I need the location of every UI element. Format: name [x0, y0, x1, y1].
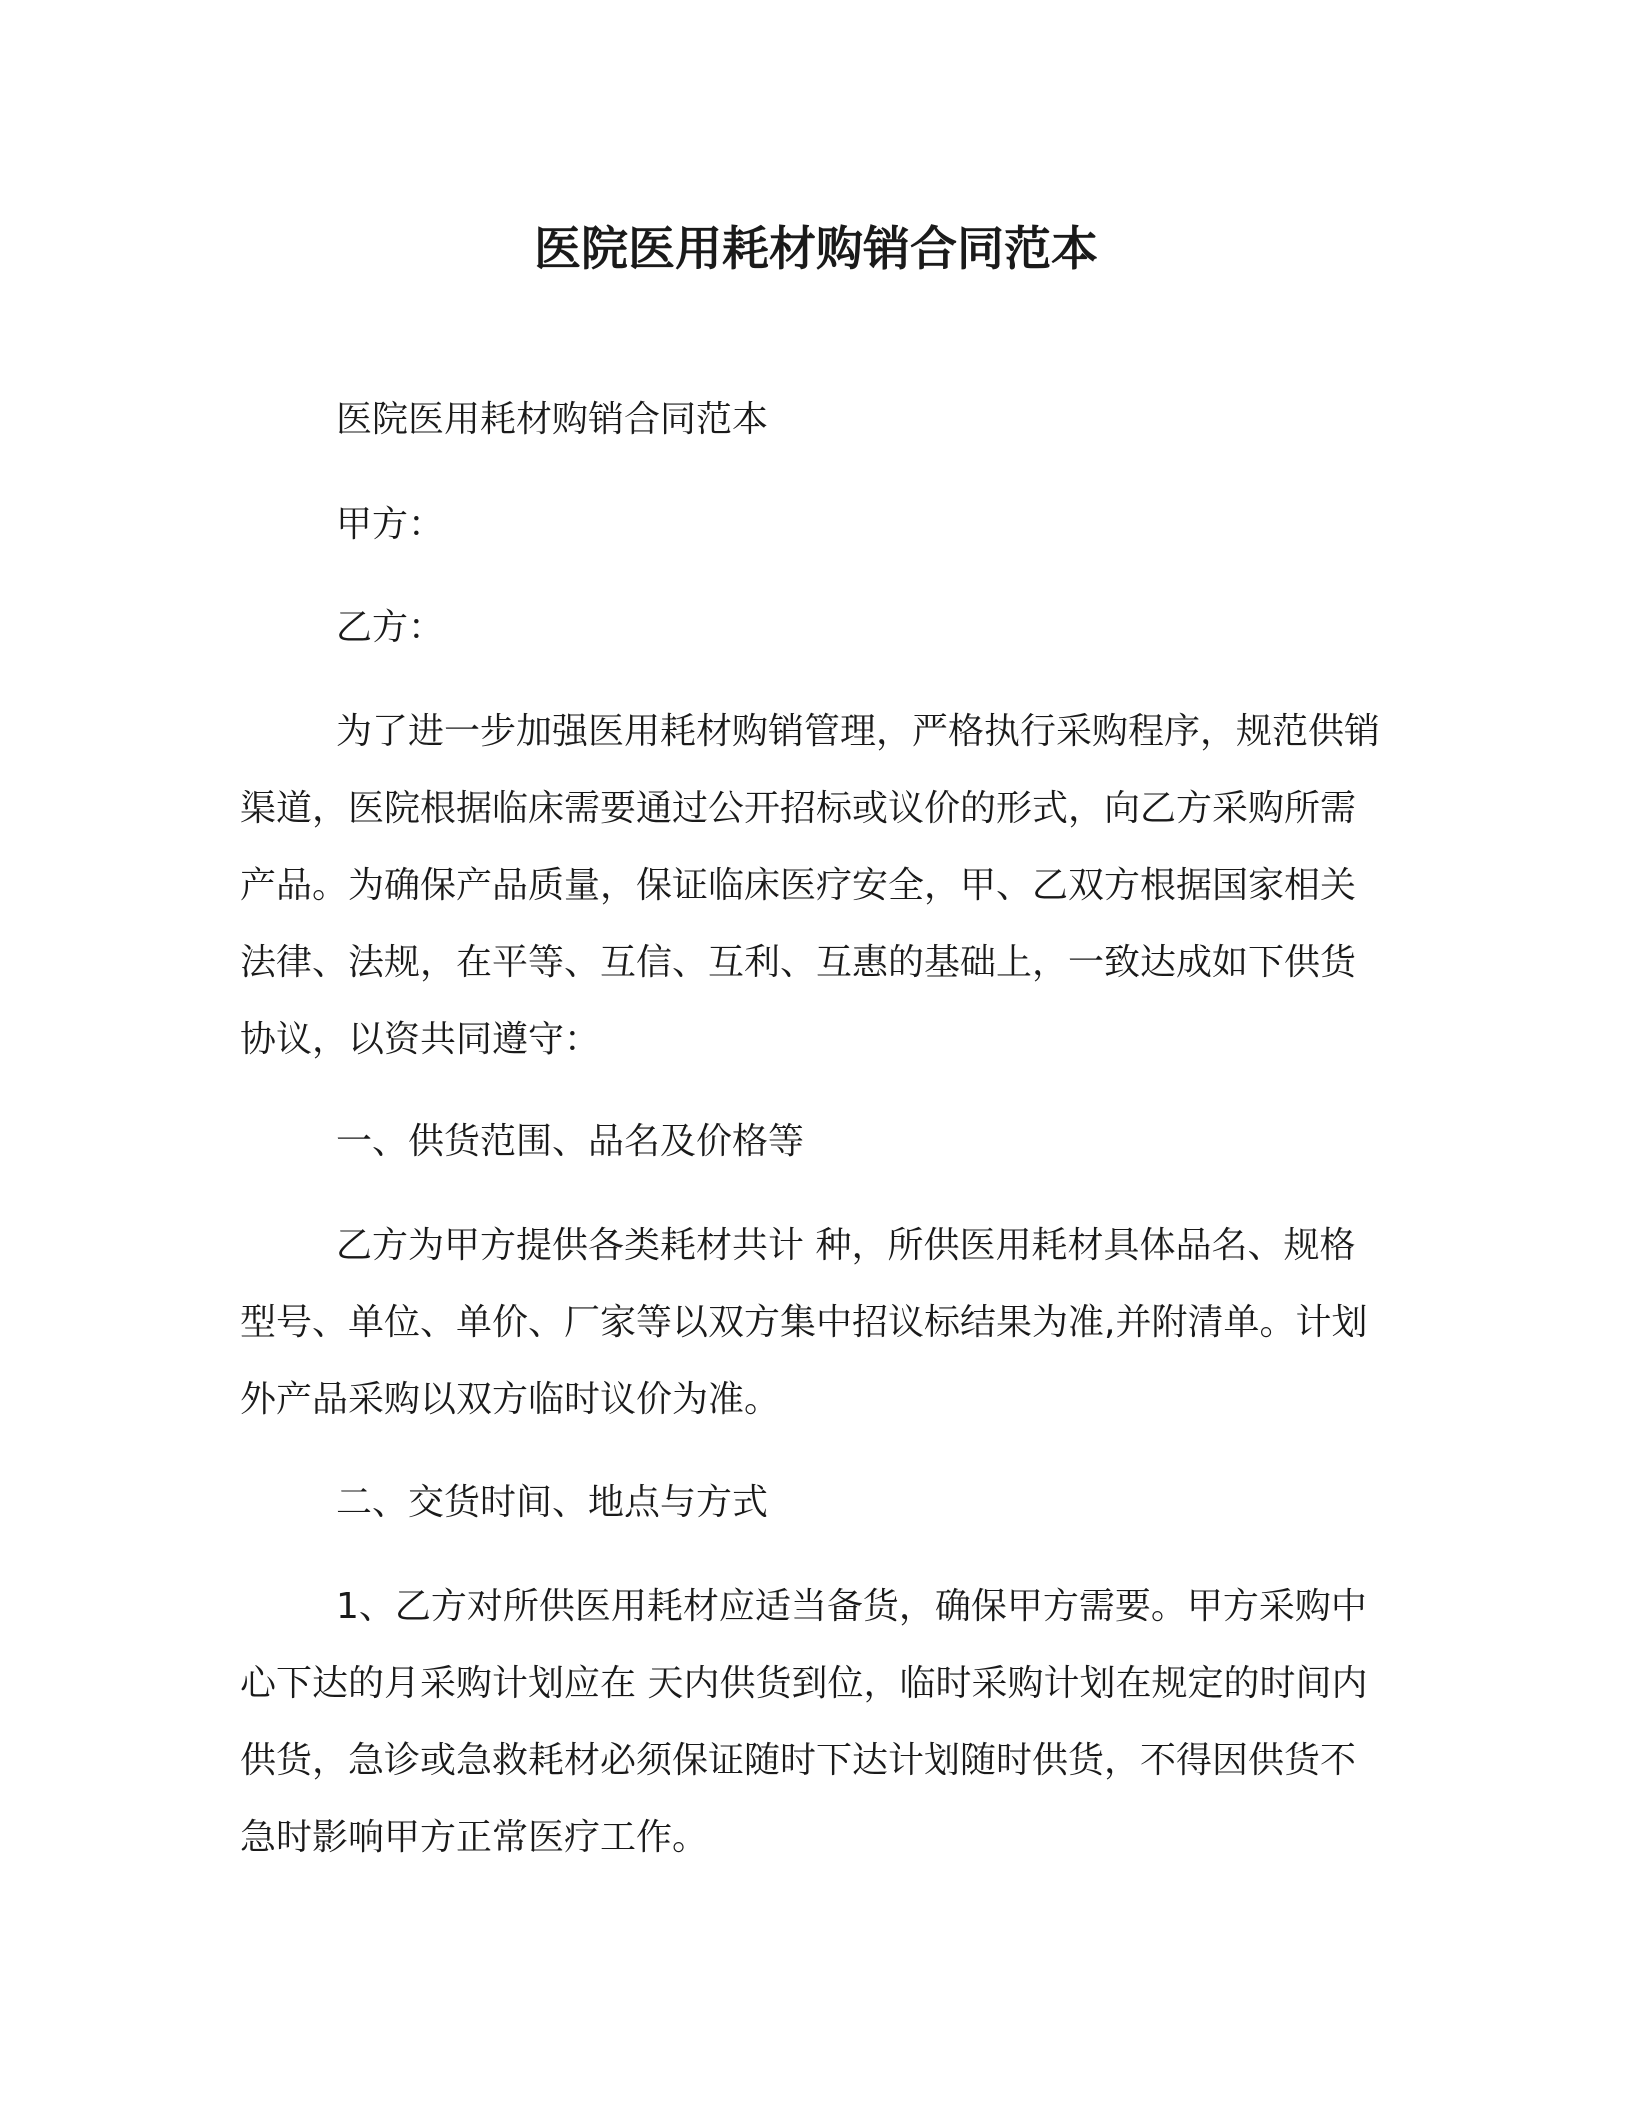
- section-2-item-1: 1、乙方对所供医用耗材应适当备货，确保甲方需要。甲方采购中心下达的月采购计划应在 天内供货到位，临时采购计划在规定的时间内供货，急诊或急救耗材必须保证随时下达计划随时供货，不得因供货不急时影响甲方正常医疗工作。: [240, 1586, 1368, 1858]
- document-subtitle: 医院医用耗材购销合同范本: [336, 399, 769, 440]
- document-title: 医院医用耗材购销合同范本: [534, 222, 1098, 277]
- section-2-heading: 二、交货时间、地点与方式: [336, 1482, 769, 1523]
- preamble-paragraph: 为了进一步加强医用耗材购销管理，严格执行采购程序，规范供销渠道，医院根据临床需要通过公开招标或议价的形式，向乙方采购所需产品。为确保产品质量，保证临床医疗安全，甲、乙双方根据国家相关法律、法规，在平等、互信、互利、互惠的基础上，一致达成如下供货协议，以资共同遵守：: [240, 711, 1381, 1060]
- section-1-body: 乙方为甲方提供各类耗材共计 种，所供医用耗材具体品名、规格型号、单位、单价、厂家等以双方集中招议标结果为准,并附清单。计划外产品采购以双方临时议价为准。: [240, 1225, 1368, 1420]
- party-a-label: 甲方：: [336, 504, 445, 545]
- section-1-heading: 一、供货范围、品名及价格等: [336, 1121, 805, 1162]
- party-b-label: 乙方：: [336, 607, 445, 648]
